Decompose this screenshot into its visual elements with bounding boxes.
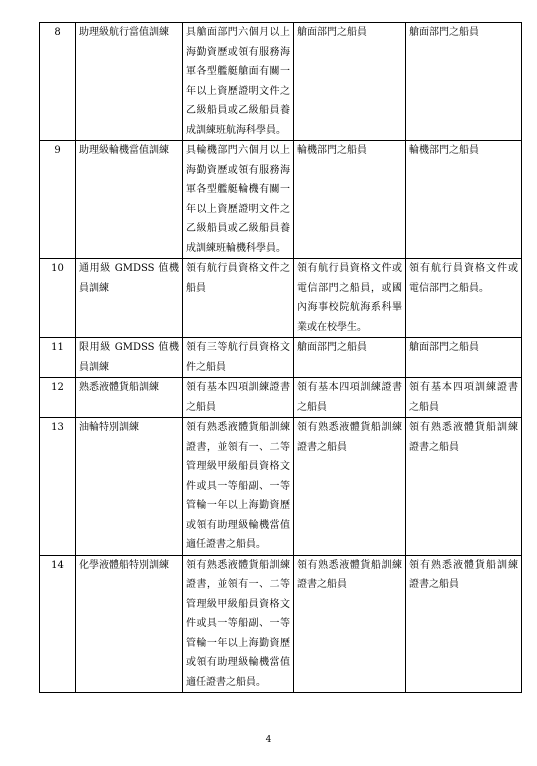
table-row [40,141,522,259]
training-name: 助理級航行當值訓練 [76,23,183,141]
qualification-cell: 具艙面部門六個月以上海勤資歷或領有服務海軍各型艦艇艙面有關一年以上資歷證明文件之乙級船員或乙級船員養成訓練班航海科學員。 [183,23,294,141]
trainee-cell: 艙面部門之船員 [294,338,406,378]
table-row [40,555,522,693]
row-number: 9 [40,141,76,259]
table-row [40,338,522,378]
qualification-cell: 領有熟悉液體貨船訓練證書，並領有一、二等管理級甲級船員資格文件或具一等船副、一等管輪一年以上海勤資歷或領有助理級輪機當值適任證書之船員。 [183,418,294,556]
table-row [40,418,522,556]
training-name: 化學液體船特別訓練 [76,555,183,693]
row-number: 8 [40,23,76,141]
applicable-cell: 艙面部門之船員 [406,23,522,141]
table-row [40,259,522,338]
trainee-cell: 領有航行員資格文件或電信部門之船員，或國內海事校院航海系科畢業或在校學生。 [294,259,406,338]
trainee-cell: 輪機部門之船員 [294,141,406,259]
row-number: 14 [40,555,76,693]
applicable-cell: 領有熟悉液體貨船訓練證書之船員 [406,555,522,693]
training-name: 助理級輪機當值訓練 [76,141,183,259]
training-name: 熟悉液體貨船訓練 [76,378,183,418]
training-table [39,22,522,693]
qualification-cell: 領有熟悉液體貨船訓練證書，並領有一、二等管理級甲級船員資格文件或具一等船副、一等管輪一年以上海勤資歷或領有助理級輪機當值適任證書之船員。 [183,555,294,693]
row-number: 10 [40,259,76,338]
trainee-cell: 領有熟悉液體貨船訓練證書之船員 [294,555,406,693]
row-number: 12 [40,378,76,418]
applicable-cell: 艙面部門之船員 [406,338,522,378]
page-number: 4 [265,735,272,745]
qualification-cell: 領有基本四項訓練證書之船員 [183,378,294,418]
row-number: 13 [40,418,76,556]
training-name: 限用級 GMDSS 值機員訓練 [76,338,183,378]
row-number: 11 [40,338,76,378]
qualification-cell: 領有三等航行員資格文件之船員 [183,338,294,378]
table-row [40,23,522,141]
trainee-cell: 領有熟悉液體貨船訓練證書之船員 [294,418,406,556]
training-name: 油輪特別訓練 [76,418,183,556]
trainee-cell: 艙面部門之船員 [294,23,406,141]
applicable-cell: 輪機部門之船員 [406,141,522,259]
qualification-cell: 具輪機部門六個月以上海勤資歷或領有服務海軍各型艦艇輪機有關一年以上資歷證明文件之乙級船員或乙級船員養成訓練班輪機科學員。 [183,141,294,259]
table-row [40,378,522,418]
applicable-cell: 領有航行員資格文件或電信部門之船員。 [406,259,522,338]
qualification-cell: 領有航行員資格文件之船員 [183,259,294,338]
applicable-cell: 領有熟悉液體貨船訓練證書之船員 [406,418,522,556]
training-name: 通用級 GMDSS 值機員訓練 [76,259,183,338]
applicable-cell: 領有基本四項訓練證書之船員 [406,378,522,418]
trainee-cell: 領有基本四項訓練證書之船員 [294,378,406,418]
